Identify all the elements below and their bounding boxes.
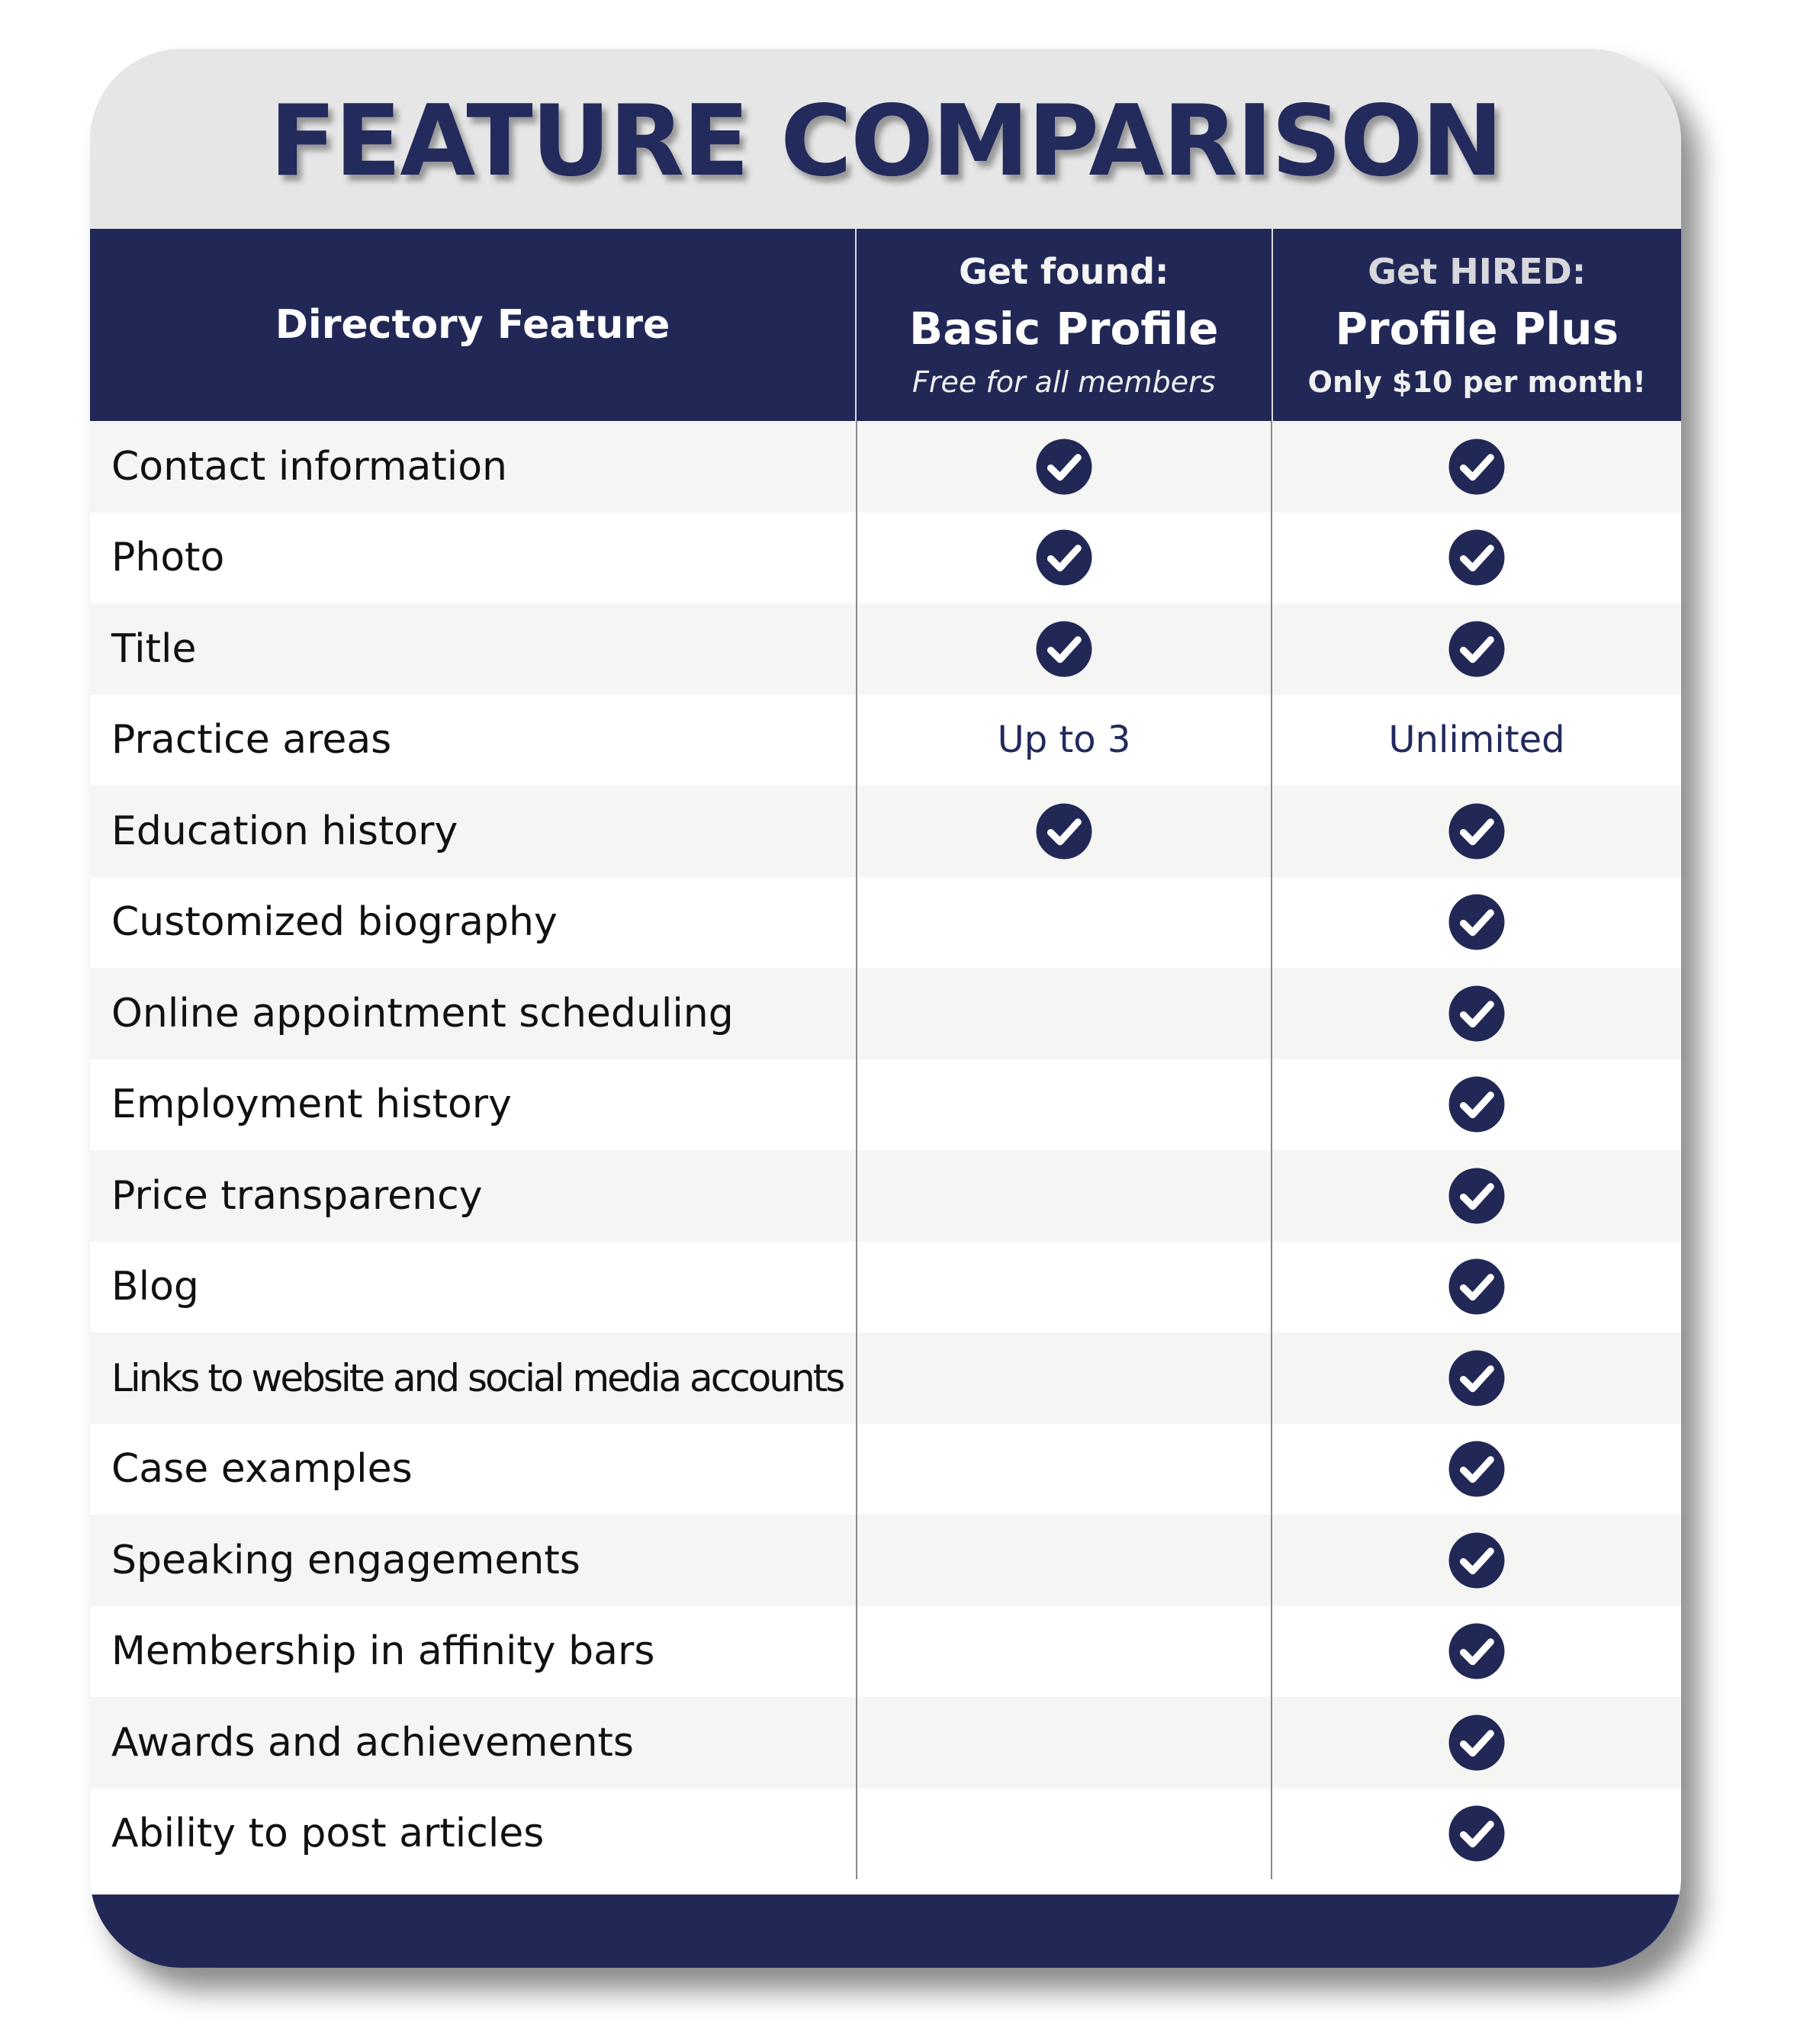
feature-label: Title — [111, 625, 197, 672]
feature-cell — [90, 1424, 856, 1515]
feature-cell — [90, 421, 856, 513]
basic-cell — [856, 1606, 1271, 1698]
feature-cell — [90, 1515, 856, 1606]
check-circle-icon — [1448, 985, 1506, 1043]
feature-cell — [90, 1150, 856, 1242]
feature-table-body — [90, 421, 1681, 1895]
check-circle-icon — [1448, 1714, 1506, 1772]
table-row — [90, 1515, 1681, 1606]
feature-cell — [90, 786, 856, 877]
header-plus-column — [1272, 229, 1681, 421]
table-row — [90, 786, 1681, 877]
table-row — [90, 1606, 1681, 1698]
plus-cell — [1271, 1332, 1681, 1424]
basic-value: Up to 3 — [997, 718, 1131, 762]
feature-cell — [90, 1332, 856, 1424]
plus-plan-price: Only $10 per month! — [1307, 365, 1646, 399]
table-row — [90, 1059, 1681, 1151]
check-circle-icon — [1035, 620, 1093, 678]
table-row — [90, 421, 1681, 513]
basic-cell — [856, 786, 1271, 877]
plus-cell — [1271, 1059, 1681, 1151]
check-circle-icon — [1448, 1349, 1506, 1407]
footer-bar — [90, 1895, 1681, 1968]
check-circle-icon — [1448, 438, 1506, 496]
table-row — [90, 603, 1681, 695]
table-row — [90, 877, 1681, 969]
basic-cell — [856, 1150, 1271, 1242]
plus-cell — [1271, 877, 1681, 969]
check-circle-icon — [1448, 802, 1506, 860]
check-circle-icon — [1448, 1258, 1506, 1316]
check-circle-icon — [1448, 1531, 1506, 1589]
feature-cell — [90, 1788, 856, 1880]
feature-label: Education history — [111, 808, 458, 854]
plus-cell — [1271, 1697, 1681, 1788]
feature-label: Online appointment scheduling — [111, 990, 734, 1036]
plus-kicker: Get HIRED: — [1368, 251, 1587, 292]
feature-label: Blog — [111, 1264, 199, 1310]
comparison-card — [90, 49, 1681, 1968]
table-row — [90, 1150, 1681, 1242]
title-bar — [90, 49, 1681, 229]
feature-cell — [90, 1242, 856, 1333]
basic-cell — [856, 1424, 1271, 1515]
feature-cell — [90, 1697, 856, 1788]
plus-cell — [1271, 1242, 1681, 1333]
table-header — [90, 229, 1681, 421]
basic-cell — [856, 695, 1271, 786]
page-title: FEATURE COMPARISON — [269, 84, 1502, 198]
check-circle-icon — [1448, 893, 1506, 951]
plus-cell — [1271, 1515, 1681, 1606]
table-row — [90, 1697, 1681, 1788]
table-row — [90, 513, 1681, 604]
basic-cell — [856, 1515, 1271, 1606]
plus-cell — [1271, 968, 1681, 1059]
table-row — [90, 1332, 1681, 1424]
feature-label: Customized biography — [111, 899, 558, 946]
feature-cell — [90, 877, 856, 969]
table-row — [90, 1242, 1681, 1333]
feature-cell — [90, 695, 856, 786]
plus-cell — [1271, 1606, 1681, 1698]
plus-cell — [1271, 513, 1681, 604]
check-circle-icon — [1448, 1622, 1506, 1680]
feature-cell — [90, 603, 856, 695]
plus-cell — [1271, 695, 1681, 786]
feature-label: Links to website and social media accounts — [111, 1355, 844, 1400]
plus-cell — [1271, 603, 1681, 695]
check-circle-icon — [1448, 1075, 1506, 1133]
feature-cell — [90, 513, 856, 604]
feature-label: Speaking engagements — [111, 1537, 580, 1583]
feature-label: Awards and achievements — [111, 1719, 635, 1766]
check-circle-icon — [1448, 529, 1506, 587]
check-circle-icon — [1448, 620, 1506, 678]
feature-label: Contact information — [111, 443, 507, 490]
check-circle-icon — [1448, 1167, 1506, 1225]
basic-cell — [856, 1242, 1271, 1333]
basic-cell — [856, 1697, 1271, 1788]
basic-cell — [856, 877, 1271, 969]
basic-cell — [856, 1788, 1271, 1880]
table-row — [90, 1424, 1681, 1515]
plus-cell — [1271, 786, 1681, 877]
feature-label: Photo — [111, 535, 225, 581]
plus-plan-name: Profile Plus — [1335, 303, 1619, 355]
plus-cell — [1271, 1424, 1681, 1515]
table-row — [90, 968, 1681, 1059]
feature-cell — [90, 1059, 856, 1151]
plus-cell — [1271, 1788, 1681, 1880]
basic-cell — [856, 513, 1271, 604]
feature-label: Price transparency — [111, 1172, 483, 1219]
plus-value: Unlimited — [1388, 718, 1565, 762]
check-circle-icon — [1448, 1440, 1506, 1498]
basic-cell — [856, 603, 1271, 695]
basic-cell — [856, 1332, 1271, 1424]
feature-cell — [90, 968, 856, 1059]
basic-plan-price: Free for all members — [912, 365, 1216, 399]
plus-cell — [1271, 1150, 1681, 1242]
feature-label: Practice areas — [111, 717, 392, 763]
feature-label: Membership in affinity bars — [111, 1628, 655, 1675]
table-row — [90, 1788, 1681, 1880]
check-circle-icon — [1448, 1805, 1506, 1862]
feature-label: Ability to post articles — [111, 1811, 545, 1857]
basic-kicker: Get found: — [959, 251, 1169, 292]
basic-cell — [856, 1059, 1271, 1151]
basic-cell — [856, 421, 1271, 513]
basic-plan-name: Basic Profile — [909, 303, 1219, 355]
check-circle-icon — [1035, 529, 1093, 587]
basic-cell — [856, 968, 1271, 1059]
feature-label: Case examples — [111, 1446, 413, 1493]
table-row — [90, 695, 1681, 786]
feature-label: Employment history — [111, 1081, 512, 1128]
header-feature-column — [90, 229, 855, 421]
feature-cell — [90, 1606, 856, 1698]
check-circle-icon — [1035, 438, 1093, 496]
check-circle-icon — [1035, 802, 1093, 860]
header-basic-column — [855, 229, 1271, 421]
header-feature-label: Directory Feature — [275, 302, 670, 348]
plus-cell — [1271, 421, 1681, 513]
